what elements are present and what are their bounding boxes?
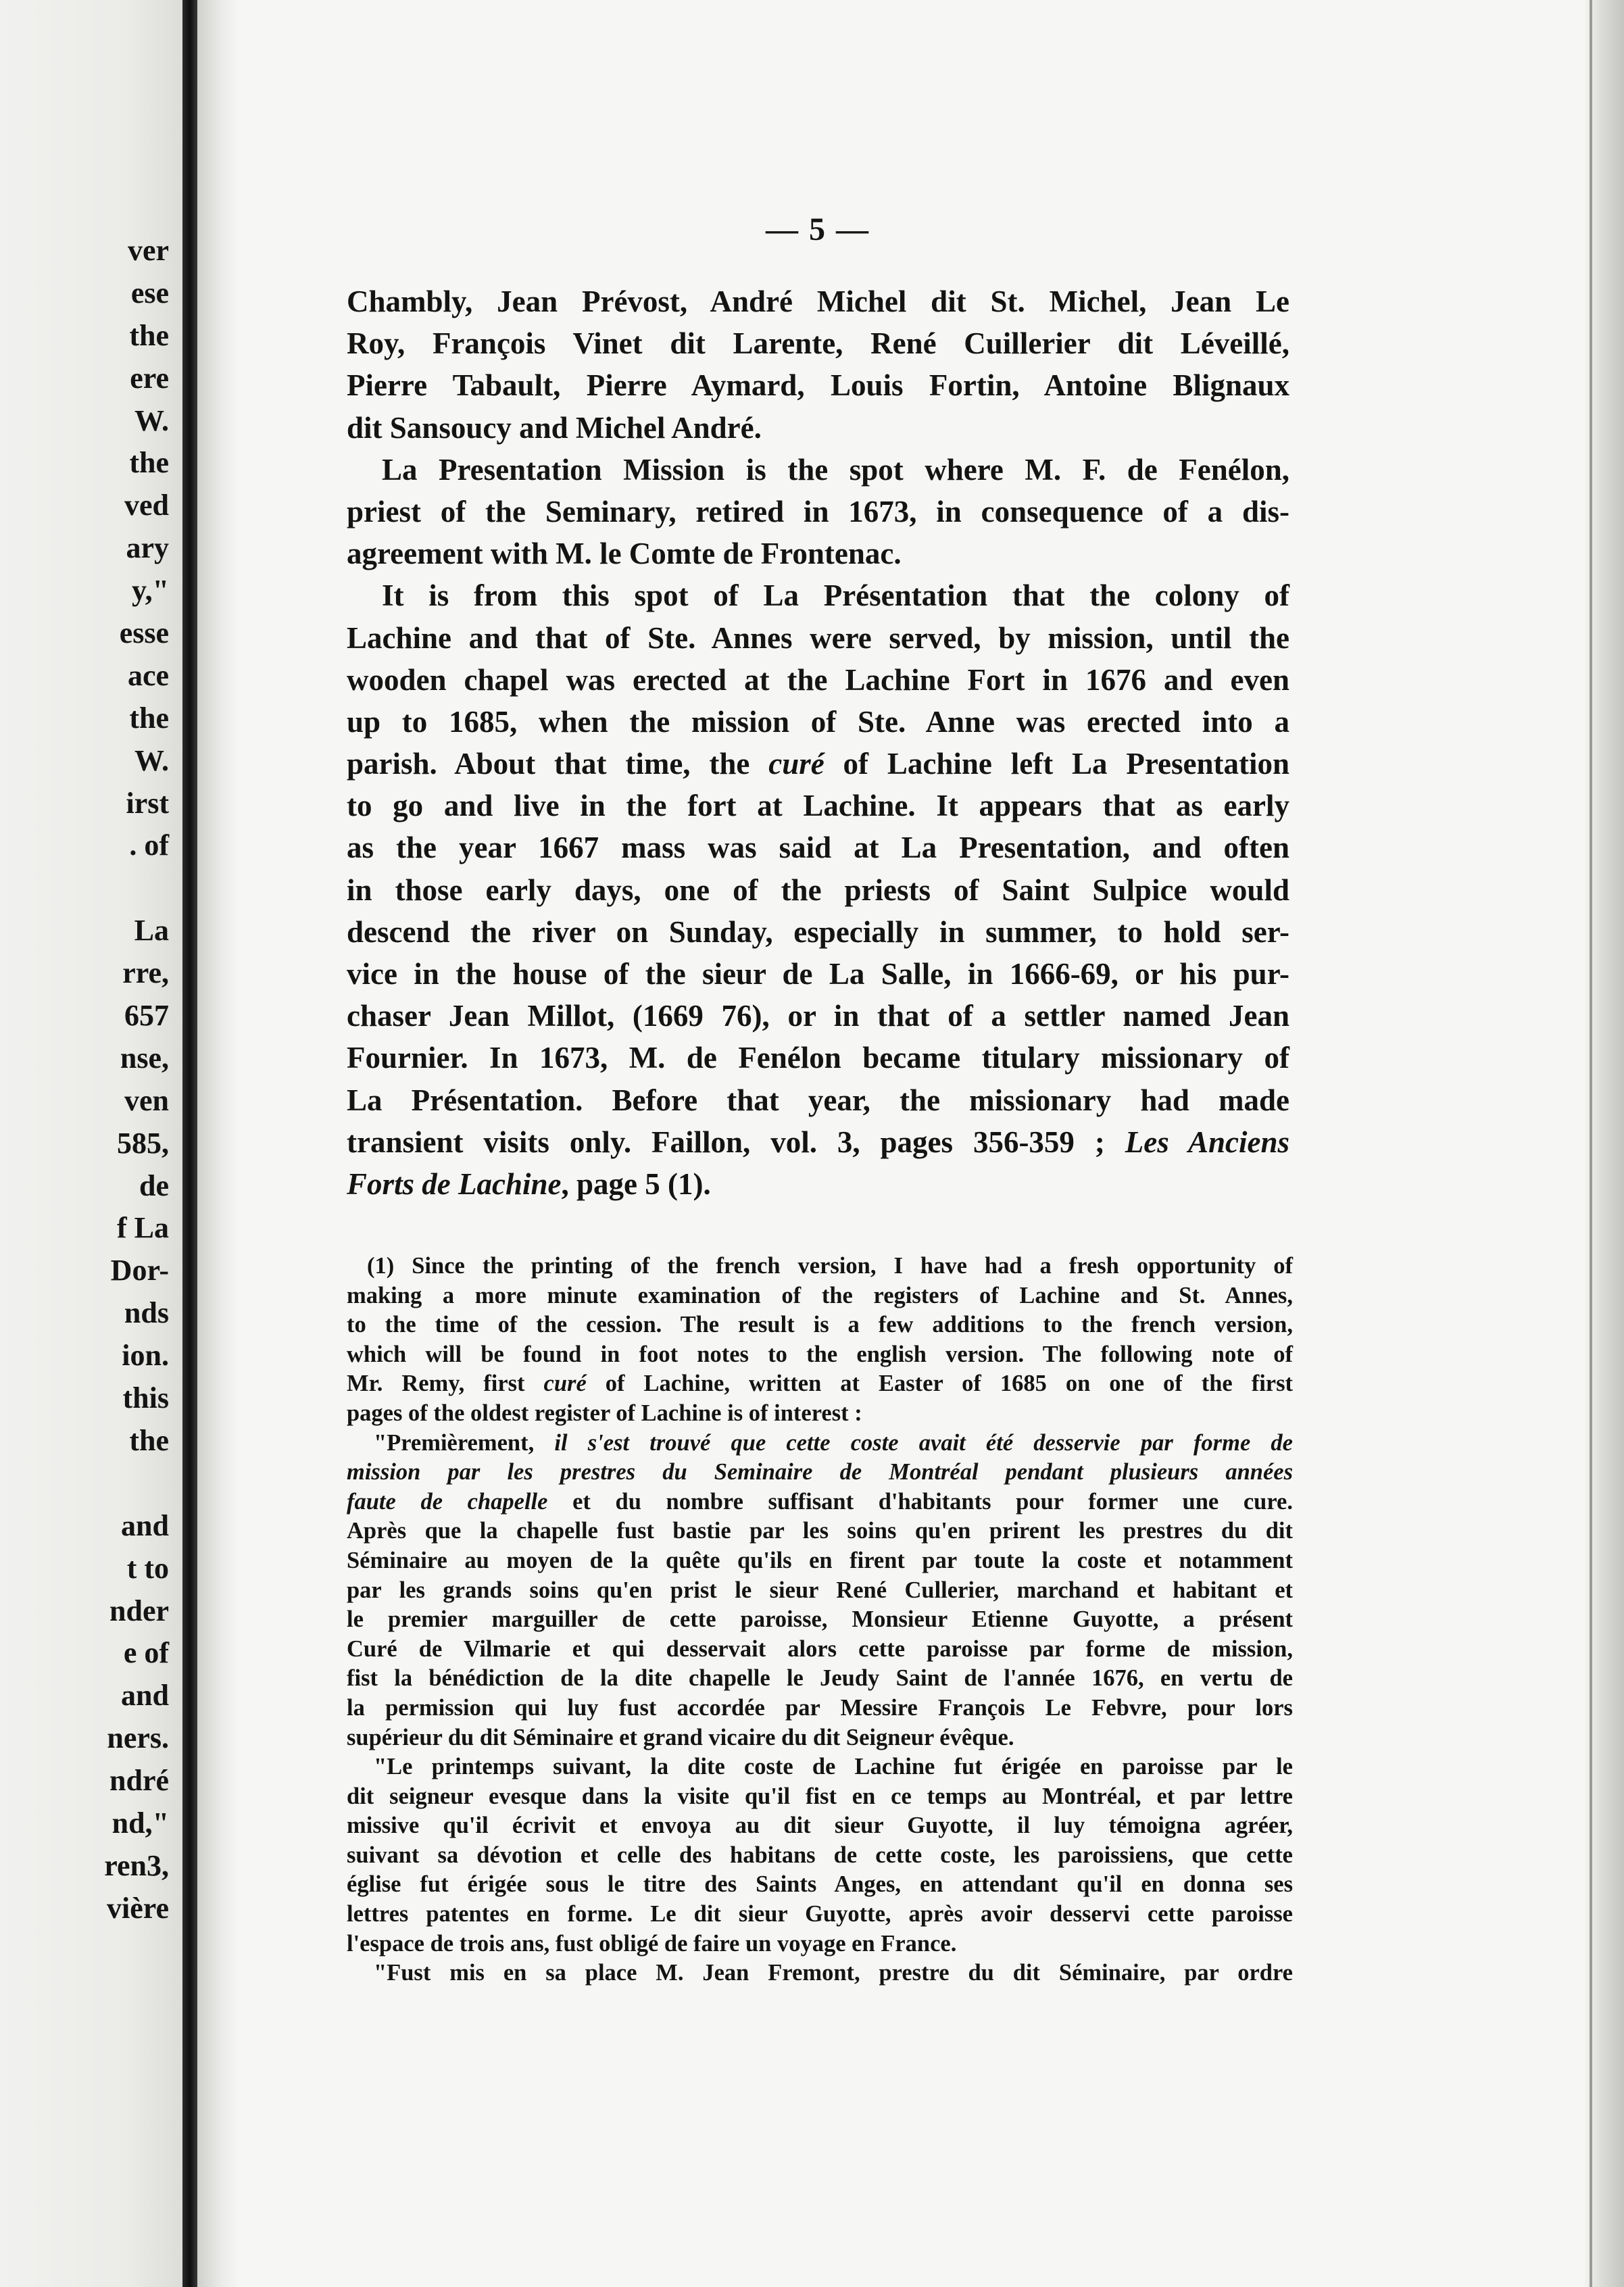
facing-page-word: e of: [123, 1636, 169, 1670]
facing-page-word: y,": [132, 574, 169, 608]
facing-page-word: nder: [109, 1594, 169, 1627]
body-line: Roy, François Vinet dit Larente, René Cuillerier dit Léveillé,: [347, 326, 1289, 361]
body-line: chaser Jean Millot, (1669 76), or in that of a settler named Jean: [347, 999, 1289, 1033]
facing-page-word: ary: [126, 531, 169, 565]
footnote-line: Après que la chapelle fust bastie par les soins qu'en prirent les prestres du dit: [347, 1518, 1293, 1544]
book-gutter-highlight: [197, 0, 238, 2287]
footnote-line: l'espace de trois ans, fust obligé de faire un voyage en France.: [347, 1930, 957, 1957]
body-line: parish. About that time, the curé of Lachine left La Presentation: [347, 747, 1289, 781]
footnote-line: Curé de Vilmarie et qui desservait alors cette paroisse par forme de mission,: [347, 1636, 1293, 1662]
facing-page-word: the: [129, 318, 169, 352]
body-line: It is from this spot of La Présentation that the colony of: [382, 579, 1289, 613]
facing-page-word: the: [129, 446, 169, 480]
body-line: Pierre Tabault, Pierre Aymard, Louis Fortin, Antoine Blignaux: [347, 368, 1289, 403]
facing-page-word: ace: [127, 658, 169, 692]
facing-page-word: W.: [134, 743, 169, 777]
facing-page-word: ese: [130, 276, 169, 310]
body-line: transient visits only. Faillon, vol. 3, pages 356-359 ; Les Anciens: [347, 1125, 1289, 1159]
facing-page-word: nse,: [120, 1041, 169, 1075]
footnote: [347, 1252, 1293, 1988]
body-text: [347, 280, 1289, 1205]
facing-page-text: [0, 230, 169, 1930]
body-line: descend the river on Sunday, especially in summer, to hold ser-: [347, 914, 1289, 949]
facing-page-word: f La: [117, 1211, 169, 1245]
footnote-line: "Premièrement, il s'est trouvé que cette coste avait été desservie par forme de: [374, 1429, 1293, 1456]
body-line: to go and live in the fort at Lachine. It appears that as early: [347, 789, 1289, 823]
facing-page-word: ren3,: [104, 1848, 169, 1882]
facing-page-word: 657: [124, 999, 169, 1033]
facing-page-left: [0, 0, 182, 2287]
page-edge-rule: [1590, 0, 1592, 2287]
footnote-line: le premier marguiller de cette paroisse, Monsieur Etienne Guyotte, a présent: [347, 1606, 1293, 1633]
footnote-line: "Le printemps suivant, la dite coste de Lachine fut érigée en paroisse par le: [374, 1754, 1293, 1780]
facing-page-word: t to: [126, 1551, 169, 1585]
page-number: — 5 —: [766, 212, 870, 247]
facing-page-word: Dor-: [110, 1254, 169, 1287]
body-line: priest of the Seminary, retired in 1673, in consequence of a dis-: [347, 494, 1289, 528]
footnote-line: mission par les prestres du Seminaire de Montréal pendant plusieurs années: [347, 1459, 1293, 1485]
body-line: La Presentation Mission is the spot where M. F. de Fenélon,: [382, 452, 1289, 487]
facing-page-word: . of: [129, 829, 169, 862]
body-line: La Présentation. Before that year, the missionary had made: [347, 1083, 1289, 1117]
body-line: wooden chapel was erected at the Lachine Fort in 1676 and even: [347, 662, 1289, 697]
facing-page-word: rre,: [122, 956, 169, 990]
facing-page-word: the: [129, 1423, 169, 1457]
facing-page-word: esse: [119, 616, 169, 650]
facing-page-word: ndré: [109, 1764, 169, 1798]
facing-page-word: de: [139, 1169, 169, 1202]
facing-page-word: and: [121, 1508, 169, 1542]
facing-page-word: ion.: [122, 1339, 169, 1373]
footnote-line: which will be found in foot notes to the english version. The following note of: [347, 1341, 1293, 1367]
footnote-line: fist la bénédiction de la dite chapelle le Jeudy Saint de l'année 1676, en vertu de: [347, 1665, 1293, 1692]
footnote-line: dit seigneur evesque dans la visite qu'il fist en ce temps au Montréal, et par lettre: [347, 1783, 1293, 1809]
body-line: vice in the house of the sieur de La Salle, in 1666-69, or his pur-: [347, 957, 1289, 991]
footnote-line: supérieur du dit Séminaire et grand vicaire du dit Seigneur évêque.: [347, 1724, 1014, 1750]
body-line: Lachine and that of Ste. Annes were served, by mission, until the: [347, 620, 1289, 655]
footnote-line: suivant sa dévotion et celle des habitans de cette coste, les paroissiens, que cette: [347, 1842, 1293, 1868]
facing-page-word: [0, 867, 169, 910]
facing-page-word: 585,: [117, 1126, 169, 1160]
facing-page-word: [0, 1462, 169, 1505]
footnote-line: (1) Since the printing of the french version, I have had a fresh opportunity of: [367, 1253, 1293, 1279]
facing-page-word: the: [129, 701, 169, 735]
facing-page-word: ven: [124, 1083, 169, 1117]
facing-page-word: ver: [127, 234, 169, 267]
body-line: up to 1685, when the mission of Ste. Anne was erected into a: [347, 704, 1289, 739]
facing-page-word: irst: [126, 786, 169, 820]
facing-page-word: ere: [130, 361, 169, 395]
facing-page-word: La: [134, 914, 169, 948]
body-line: Fournier. In 1673, M. de Fenélon became titulary missionary of: [347, 1041, 1289, 1075]
body-line: agreement with M. le Comte de Frontenac.: [347, 537, 902, 571]
body-line: Forts de Lachine, page 5 (1).: [347, 1166, 711, 1201]
footnote-line: par les grands soins qu'en prist le sieur René Cullerier, marchand et habitant et: [347, 1577, 1293, 1603]
footnote-line: to the time of the cession. The result is a few additions to the french version,: [347, 1312, 1293, 1338]
body-line: in those early days, one of the priests of Saint Sulpice would: [347, 872, 1289, 907]
facing-page-word: and: [121, 1679, 169, 1713]
footnote-line: la permission qui luy fust accordée par Messire François Le Febvre, pour lors: [347, 1694, 1293, 1721]
facing-page-word: ved: [124, 489, 169, 522]
footnote-line: faute de chapelle et du nombre suffisant d'habitants pour former une cure.: [347, 1488, 1293, 1515]
footnote-line: église fut érigée sous le titre des Saints Anges, en attendant qu'il en donna ses: [347, 1871, 1293, 1898]
body-line: Chambly, Jean Prévost, André Michel dit St. Michel, Jean Le: [347, 285, 1289, 318]
footnote-line: making a more minute examination of the registers of Lachine and St. Annes,: [347, 1282, 1293, 1308]
footnote-line: Séminaire au moyen de la quête qu'ils en firent par toute la coste et notamment: [347, 1547, 1293, 1573]
facing-page-word: nd,": [112, 1806, 169, 1840]
footnote-line: Mr. Remy, first curé of Lachine, written at Easter of 1685 on one of the first: [347, 1371, 1294, 1397]
book-gutter-shadow: [182, 0, 197, 2287]
footnote-line: pages of the oldest register of Lachine is of interest :: [347, 1400, 862, 1426]
facing-page-word: ners.: [107, 1721, 169, 1755]
facing-page-word: nds: [124, 1296, 169, 1330]
facing-page-word: vière: [106, 1891, 169, 1925]
body-line: dit Sansoucy and Michel André.: [347, 410, 762, 445]
footnote-line: lettres patentes en forme. Le dit sieur Guyotte, après avoir desservi cette paroisse: [347, 1901, 1293, 1927]
footnote-line: "Fust mis en sa place M. Jean Fremont, prestre du dit Séminaire, par ordre: [374, 1960, 1293, 1986]
facing-page-word: this: [122, 1381, 169, 1415]
body-line: as the year 1667 mass was said at La Presentation, and often: [347, 831, 1289, 865]
footnote-line: missive qu'il écrivit et envoya au dit sieur Guyotte, il luy témoigna agréer,: [347, 1813, 1293, 1839]
facing-page-word: W.: [134, 403, 169, 437]
